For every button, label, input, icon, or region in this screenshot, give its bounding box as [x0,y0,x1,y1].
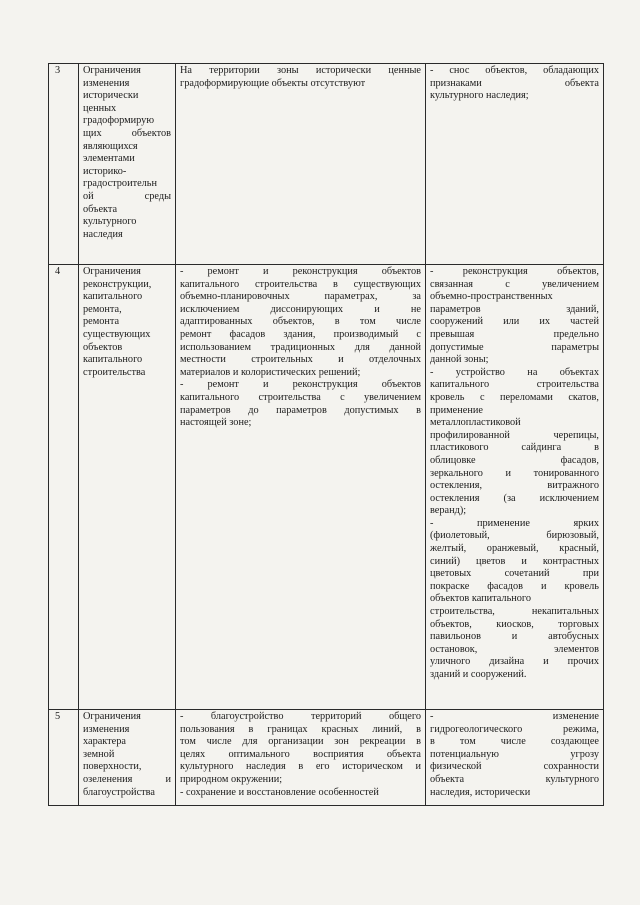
text-line: признаками объекта [430,77,599,89]
text-line: наследия, исторически [430,786,531,798]
text-line: На территории зоны исторически ценные [180,65,421,76]
row-number: 5 [49,710,79,806]
text-line: капитального строительства [430,379,599,391]
text-line: Ограничения [83,65,141,76]
text-line: уличного дизайна и прочих [430,656,599,668]
text-line: существующих [83,328,151,340]
text-line: ценных [83,102,117,114]
text-line: использованием традиционных для данной [180,341,421,353]
text-line: данной зоны; [430,354,489,366]
text-line: капитального строительства в существующих [180,278,421,290]
text-line: - снос объектов, обладающих [430,65,599,76]
text-line: сооружений или их частей [430,316,599,328]
text-line: природном окружении; [180,773,283,785]
text-line: наследия [83,228,123,240]
table-body [49,64,604,806]
text-line: поверхности, [83,761,142,773]
text-line: в том числе создающее [430,736,599,748]
allowed-works-cell [176,64,426,265]
text-line: (фиолетовый, бирюзовый, [430,530,599,542]
text-line: капитального строительства с увеличением [180,391,421,403]
allowed-works-cell [176,710,426,806]
text-line: - ремонт и реконструкция объектов [180,379,421,391]
text-line: гидрогеологического режима, [430,723,599,735]
text-line: земной [83,748,115,760]
text-line: связанная с увеличением [430,278,599,290]
text-line: благоустройства [83,786,155,798]
table-row [49,265,604,710]
text-line: металлопластиковой [430,417,521,429]
text-line: павильонов и автобусных [430,631,599,643]
text-line: синий) цветов и контрастных [430,555,599,567]
text-line: - устройство на объектах [430,366,599,378]
text-line: озеленения и [83,773,171,785]
text-line: зданий и сооружений. [430,669,527,680]
text-line: градостроительн [83,178,158,190]
restriction-title-cell [79,64,176,265]
text-line: пользования в границах красных линий, в [180,723,421,735]
text-line: изменения [83,77,130,89]
text-line: параметров до параметров допустимых в [180,404,421,416]
text-line: капитального [83,354,143,366]
text-line: материалов и колористических решений; [180,366,361,378]
text-line: желтый, оранжевый, красный, [430,543,599,555]
text-line: ой среды [83,190,171,202]
text-line: объектов капитального [430,593,532,605]
text-line: веранд); [430,505,467,517]
text-line: том числе для организации зон рекреации в [180,736,421,748]
text-line: - сохранение и восстановление особенностей [180,786,379,798]
text-line: градоформирующие объекты отсутствуют [180,77,366,89]
text-line: превышая предельно [430,328,599,340]
text-line: изменения [83,723,130,735]
text-line: - благоустройство территорий общего [180,711,421,722]
text-line: историко- [83,165,127,177]
text-line: объектов [83,341,123,353]
forbidden-works-cell [426,710,604,806]
text-line: - ремонт и реконструкция объектов [180,266,421,277]
text-line: культурного наследия в его историческом и [180,761,421,773]
text-line: характера [83,736,126,748]
restriction-title-cell [79,265,176,710]
forbidden-works-cell [426,64,604,265]
text-line: реконструкции, [83,278,152,290]
text-line: являющихся [83,140,138,152]
text-line: адаптированных объектов, в том числе [180,316,421,328]
text-line: - реконструкция объектов, [430,266,599,277]
text-line: допустимые параметры [430,341,599,353]
text-line: ремонта, [83,303,122,315]
row-number: 4 [49,265,79,710]
table-row [49,710,604,806]
restriction-title-cell [79,710,176,806]
text-line: настоящей зоне; [180,417,252,429]
text-line: - применение ярких [430,517,599,529]
text-line: применение [430,404,483,416]
text-line: цветовых сочетаний при [430,568,599,580]
text-line: профилированной черепицы, [430,429,599,441]
text-line: щих объектов [83,127,171,139]
text-line: объемно-планировочных параметрах, за [180,291,421,303]
text-line: исключением диссонирующих и не [180,303,421,315]
text-line: местности строительных и отделочных [180,354,421,366]
row-number: 3 [49,64,79,265]
table-row [49,64,604,265]
text-line: остекления (за исключением [430,492,599,504]
text-line: Ограничения [83,711,141,722]
text-line: физической сохранности [430,761,599,773]
text-line: - изменение [430,711,599,722]
text-line: потенциальную угрозу [430,748,599,760]
text-line: Ограничения [83,266,141,277]
text-line: строительства [83,366,146,378]
text-line: остекления, витражного [430,480,599,492]
text-line: остановок, элементов [430,643,599,655]
text-line: ремонт фасадов здания, производимый с [180,328,421,340]
text-line: культурного наследия; [430,90,529,102]
text-line: облицовке фасадов, [430,454,599,466]
text-line: объекта культурного [430,773,599,785]
text-line: кровель с переломами скатов, [430,391,599,403]
text-line: параметров зданий, [430,303,599,315]
text-line: объемно-пространственных [430,291,553,303]
text-line: объектов, киосков, торговых [430,618,599,630]
text-line: исторически [83,90,139,102]
text-line: зеркального и тонированного [430,467,599,479]
text-line: покраске фасадов и кровель [430,580,599,592]
allowed-works-cell [176,265,426,710]
text-line: градоформирую [83,115,155,127]
text-line: целях оптимального восприятия объекта [180,748,421,760]
restrictions-table [48,63,604,806]
text-line: культурного [83,216,137,228]
forbidden-works-cell [426,265,604,710]
text-line: объекта [83,203,118,215]
text-line: элементами [83,153,135,165]
text-line: ремонта [83,316,120,328]
text-line: строительства, некапитальных [430,606,599,618]
text-line: капитального [83,291,143,303]
text-line: пластикового сайдинга в [430,442,599,454]
